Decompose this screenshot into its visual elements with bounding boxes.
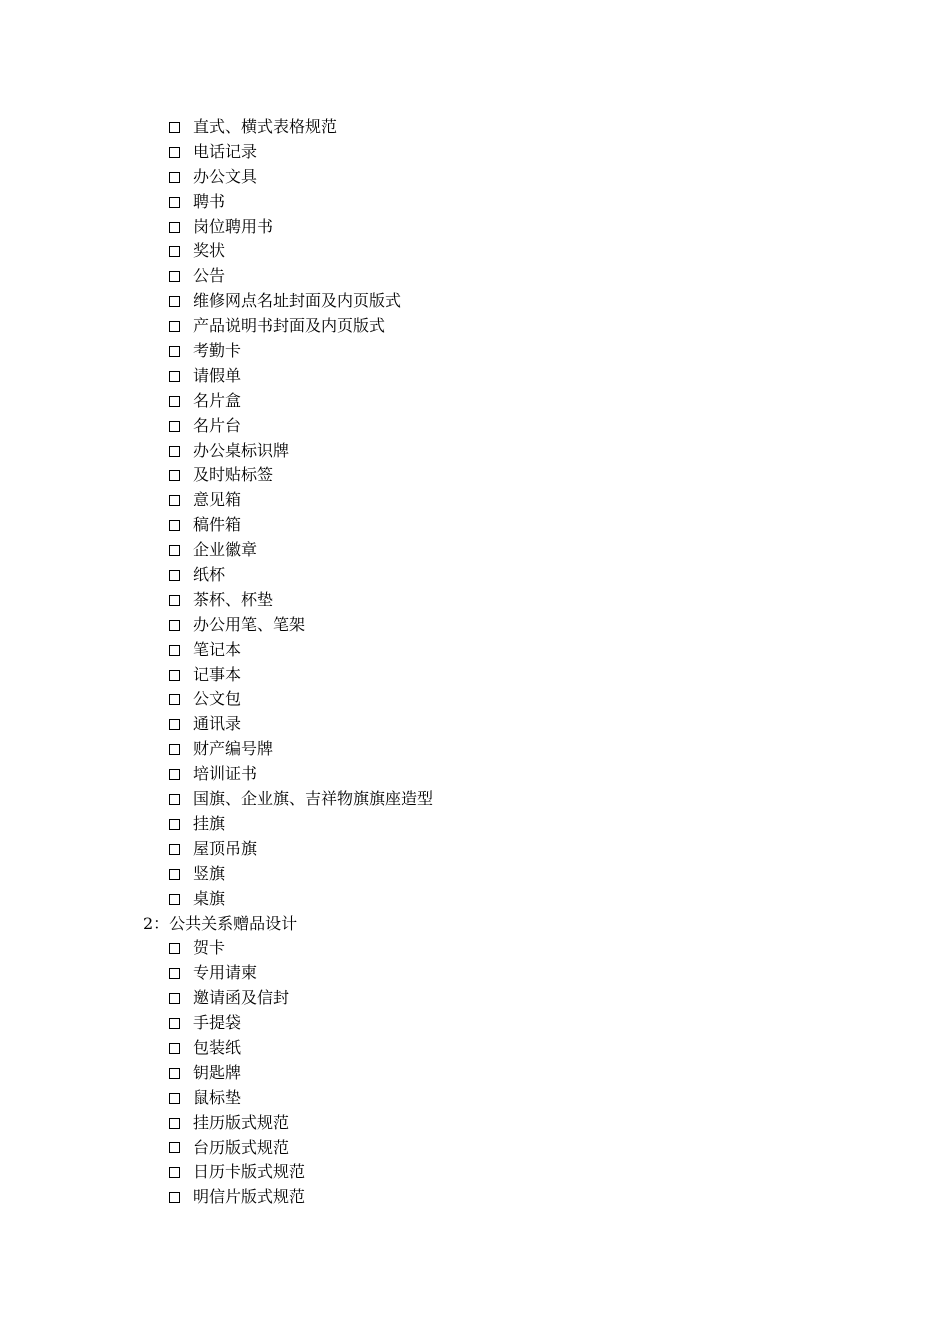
checklist-item xyxy=(143,314,433,339)
checkbox-icon[interactable] xyxy=(169,1142,180,1153)
checklist-item xyxy=(143,115,433,140)
checklist-item xyxy=(143,364,433,389)
checklist-item-label: 培训证书 xyxy=(193,764,258,784)
checklist-item-label: 财产编号牌 xyxy=(193,739,274,759)
checkbox-icon[interactable] xyxy=(169,122,180,133)
checklist-item-label: 奖状 xyxy=(193,241,226,261)
checklist-item-label: 办公桌标识牌 xyxy=(193,440,290,460)
checkbox-icon[interactable] xyxy=(169,446,180,457)
checkbox-icon[interactable] xyxy=(169,968,180,979)
checklist-item-label: 纸杯 xyxy=(193,565,226,585)
checkbox-icon[interactable] xyxy=(169,421,180,432)
checkbox-icon[interactable] xyxy=(169,396,180,407)
checklist-item-label: 包装纸 xyxy=(193,1037,242,1057)
checkbox-icon[interactable] xyxy=(169,769,180,780)
checkbox-icon[interactable] xyxy=(169,1018,180,1029)
checklist-item-label: 明信片版式规范 xyxy=(193,1187,306,1207)
checkbox-icon[interactable] xyxy=(169,1068,180,1079)
checklist-item-label: 办公文具 xyxy=(193,166,258,186)
checkbox-icon[interactable] xyxy=(169,321,180,332)
checklist-item xyxy=(143,563,433,588)
section-heading xyxy=(143,912,433,937)
checklist-item-label: 稿件箱 xyxy=(193,515,242,535)
checklist-item-label: 屋顶吊旗 xyxy=(193,838,258,858)
checklist-item-label: 意见箱 xyxy=(193,490,242,510)
checklist-item-label: 台历版式规范 xyxy=(193,1137,290,1157)
checklist-item xyxy=(143,613,433,638)
checkbox-icon[interactable] xyxy=(169,197,180,208)
checkbox-icon[interactable] xyxy=(169,147,180,158)
checkbox-icon[interactable] xyxy=(169,371,180,382)
checklist-item xyxy=(143,463,433,488)
checkbox-icon[interactable] xyxy=(169,1192,180,1203)
checklist-item xyxy=(143,862,433,887)
checklist-item-label: 及时贴标签 xyxy=(193,465,274,485)
checkbox-icon[interactable] xyxy=(169,595,180,606)
checkbox-icon[interactable] xyxy=(169,620,180,631)
checkbox-icon[interactable] xyxy=(169,271,180,282)
checkbox-icon[interactable] xyxy=(169,670,180,681)
checklist-item xyxy=(143,1160,433,1185)
checklist-item-label: 桌旗 xyxy=(193,888,226,908)
checklist-item-label: 手提袋 xyxy=(193,1013,242,1033)
checklist-item-label: 通讯录 xyxy=(193,714,242,734)
checklist-item xyxy=(143,1111,433,1136)
checklist-item-label: 名片台 xyxy=(193,415,242,435)
checklist-item xyxy=(143,389,433,414)
checklist-item xyxy=(143,339,433,364)
checklist-item xyxy=(143,488,433,513)
checkbox-icon[interactable] xyxy=(169,894,180,905)
checklist-item xyxy=(143,887,433,912)
checkbox-icon[interactable] xyxy=(169,645,180,656)
checkbox-icon[interactable] xyxy=(169,296,180,307)
checklist-item xyxy=(143,215,433,240)
checklist-item xyxy=(143,588,433,613)
checkbox-icon[interactable] xyxy=(169,495,180,506)
checkbox-icon[interactable] xyxy=(169,869,180,880)
checklist-item xyxy=(143,439,433,464)
checkbox-icon[interactable] xyxy=(169,694,180,705)
checkbox-icon[interactable] xyxy=(169,993,180,1004)
checklist-item-label: 笔记本 xyxy=(193,639,242,659)
checkbox-icon[interactable] xyxy=(169,1043,180,1054)
checkbox-icon[interactable] xyxy=(169,470,180,481)
checkbox-icon[interactable] xyxy=(169,246,180,257)
checklist-item xyxy=(143,986,433,1011)
checkbox-icon[interactable] xyxy=(169,819,180,830)
checklist-item xyxy=(143,961,433,986)
checklist-item-label: 竖旗 xyxy=(193,863,226,883)
checklist-item-label: 挂历版式规范 xyxy=(193,1112,290,1132)
checkbox-icon[interactable] xyxy=(169,1167,180,1178)
checklist-item-label: 维修网点名址封面及内页版式 xyxy=(193,291,402,311)
checkbox-icon[interactable] xyxy=(169,346,180,357)
checklist-item xyxy=(143,1185,433,1210)
checklist-item xyxy=(143,1136,433,1161)
checklist-item-label: 企业徽章 xyxy=(193,540,258,560)
checkbox-icon[interactable] xyxy=(169,1093,180,1104)
checkbox-icon[interactable] xyxy=(169,222,180,233)
checklist-item-label: 专用请柬 xyxy=(193,963,258,983)
checklist-item xyxy=(143,513,433,538)
checklist-item-label: 国旗、企业旗、吉祥物旗旗座造型 xyxy=(193,789,434,809)
checklist-item-label: 日历卡版式规范 xyxy=(193,1162,306,1182)
checklist-item xyxy=(143,712,433,737)
checklist-item-label: 贺卡 xyxy=(193,938,226,958)
section-heading-text: 2：公共关系赠品设计 xyxy=(143,913,298,933)
checkbox-icon[interactable] xyxy=(169,545,180,556)
checklist-item xyxy=(143,140,433,165)
checklist-item-label: 聘书 xyxy=(193,191,226,211)
checkbox-icon[interactable] xyxy=(169,794,180,805)
checklist-item xyxy=(143,414,433,439)
checkbox-icon[interactable] xyxy=(169,844,180,855)
checklist-item xyxy=(143,289,433,314)
checklist-item xyxy=(143,737,433,762)
checklist-item xyxy=(143,1086,433,1111)
checklist xyxy=(143,115,433,1210)
checklist-item-label: 请假单 xyxy=(193,365,242,385)
checklist-item xyxy=(143,190,433,215)
checklist-item xyxy=(143,837,433,862)
checklist-item-label: 邀请函及信封 xyxy=(193,988,290,1008)
checklist-item xyxy=(143,638,433,663)
checklist-item xyxy=(143,663,433,688)
checklist-item-label: 记事本 xyxy=(193,664,242,684)
checkbox-icon[interactable] xyxy=(169,520,180,531)
checklist-item-label: 产品说明书封面及内页版式 xyxy=(193,316,386,336)
checklist-item-label: 挂旗 xyxy=(193,813,226,833)
checkbox-icon[interactable] xyxy=(169,719,180,730)
checklist-item-label: 钥匙牌 xyxy=(193,1062,242,1082)
checkbox-icon[interactable] xyxy=(169,744,180,755)
checkbox-icon[interactable] xyxy=(169,943,180,954)
checklist-item xyxy=(143,1011,433,1036)
checklist-item xyxy=(143,264,433,289)
checklist-item-label: 鼠标垫 xyxy=(193,1087,242,1107)
checklist-item xyxy=(143,239,433,264)
checklist-item-label: 直式、横式表格规范 xyxy=(193,117,338,136)
checkbox-icon[interactable] xyxy=(169,172,180,183)
checkbox-icon[interactable] xyxy=(169,570,180,581)
checklist-item xyxy=(143,787,433,812)
checklist-item-label: 岗位聘用书 xyxy=(193,216,274,236)
checklist-item xyxy=(143,1061,433,1086)
checklist-item xyxy=(143,687,433,712)
checkbox-icon[interactable] xyxy=(169,1118,180,1129)
checklist-item xyxy=(143,538,433,563)
checklist-item xyxy=(143,762,433,787)
checklist-item-label: 公告 xyxy=(193,266,226,286)
checklist-item-label: 电话记录 xyxy=(193,141,258,161)
checklist-item-label: 办公用笔、笔架 xyxy=(193,614,306,634)
checklist-item-label: 考勤卡 xyxy=(193,341,242,361)
checklist-item-label: 名片盒 xyxy=(193,390,242,410)
checklist-item xyxy=(143,936,433,961)
checklist-item xyxy=(143,812,433,837)
checklist-item-label: 公文包 xyxy=(193,689,242,709)
checklist-item-label: 茶杯、杯垫 xyxy=(193,589,274,609)
checklist-item xyxy=(143,1036,433,1061)
checklist-item xyxy=(143,165,433,190)
